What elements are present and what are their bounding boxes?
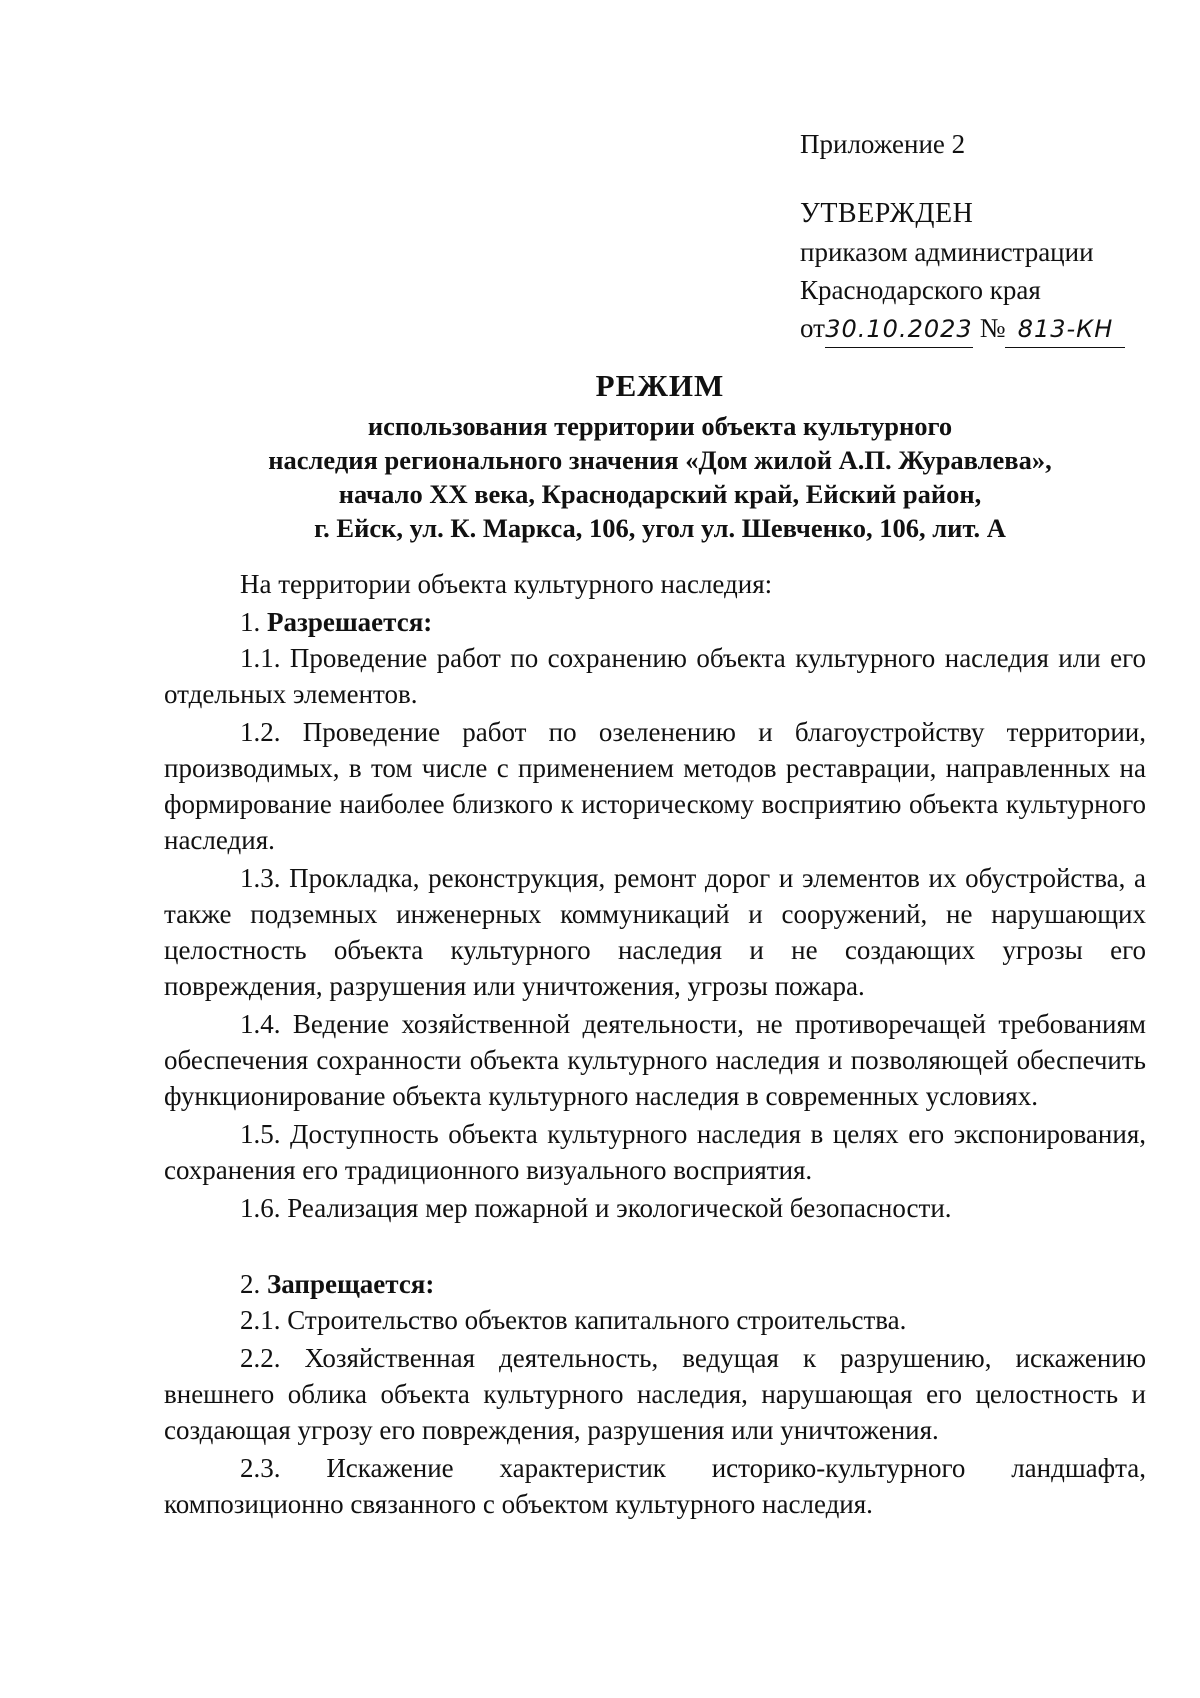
approval-block [800, 126, 1180, 348]
title-line: г. Ейск, ул. К. Маркса, 106, угол ул. Шевченко, 106, лит. А [314, 513, 1006, 543]
appendix-label: Приложение 2 [800, 129, 966, 159]
handwritten-number: 813-КН [1005, 311, 1125, 348]
section-spacer [164, 1228, 1146, 1266]
list-item: 1.6. Реализация мер пожарной и экологической безопасности. [240, 1193, 952, 1223]
list-item: 2.1. Строительство объектов капитального строительства. [240, 1305, 907, 1335]
section-prohibited-heading [164, 1266, 1146, 1302]
list-item: 1.5. Доступность объекта культурного наследия в целях его экспонирования, сохранения его традиционного визуального восприятия. [164, 1119, 1146, 1185]
section-number: 1. [240, 607, 261, 637]
section-permitted-heading [164, 604, 1146, 640]
title-line: использования территории объекта культурного [367, 411, 953, 441]
section-heading: Запрещается: [267, 1269, 435, 1299]
list-item: 2.2. Хозяйственная деятельность, ведущая к разрушению, искажению внешнего облика объекта культурного наследия, нарушающая его целостность и создающая угрозу его повреждения, разрушения или уничтожения. [164, 1343, 1146, 1445]
section-heading: Разрешается: [267, 607, 433, 637]
intro-text: На территории объекта культурного наследия: [240, 569, 773, 599]
title-main: РЕЖИМ [595, 368, 725, 403]
title-line: наследия регионального значения «Дом жилой А.П. Журавлева», [268, 445, 1052, 475]
handwritten-date: 30.10.2023 [825, 311, 973, 348]
list-item: 1.4. Ведение хозяйственной деятельности, не противоречащей требованиям обеспечения сохранности объекта культурного наследия и позволяющей обеспечить функционирование объекта культурного наследия в современных условиях. [164, 1009, 1146, 1111]
document-body [164, 566, 1146, 1524]
list-item: 1.3. Прокладка, реконструкция, ремонт дорог и элементов их обустройства, а также подземных инженерных коммуникаций и сооружений, не нарушающих целостность объекта культурного наследия и не создающих угрозы его повреждения, разрушения или уничтожения, угрозы пожара. [164, 863, 1146, 1001]
list-item: 1.2. Проведение работ по озеленению и благоустройству территории, производимых, в том числе с применением методов реставрации, направленных на формирование наиболее близкого к историческому восприятию объекта культурного наследия. [164, 717, 1146, 855]
document-title [160, 368, 1160, 544]
approved-heading: УТВЕРЖДЕН [800, 198, 974, 229]
approval-line-1: приказом администрации [800, 237, 1094, 267]
section-number: 2. [240, 1269, 261, 1299]
number-label: № [979, 313, 1006, 343]
list-item: 2.3. Искажение характеристик историко-культурного ландшафта, композиционно связанного с объектом культурного наследия. [164, 1453, 1146, 1519]
approval-line-2: Краснодарского края [800, 275, 1041, 305]
title-line: начало XX века, Краснодарский край, Ейский район, [338, 479, 982, 509]
list-item: 1.1. Проведение работ по сохранению объекта культурного наследия или его отдельных элементов. [164, 643, 1146, 709]
approval-date-number [800, 310, 1180, 348]
from-label: от [800, 313, 825, 343]
